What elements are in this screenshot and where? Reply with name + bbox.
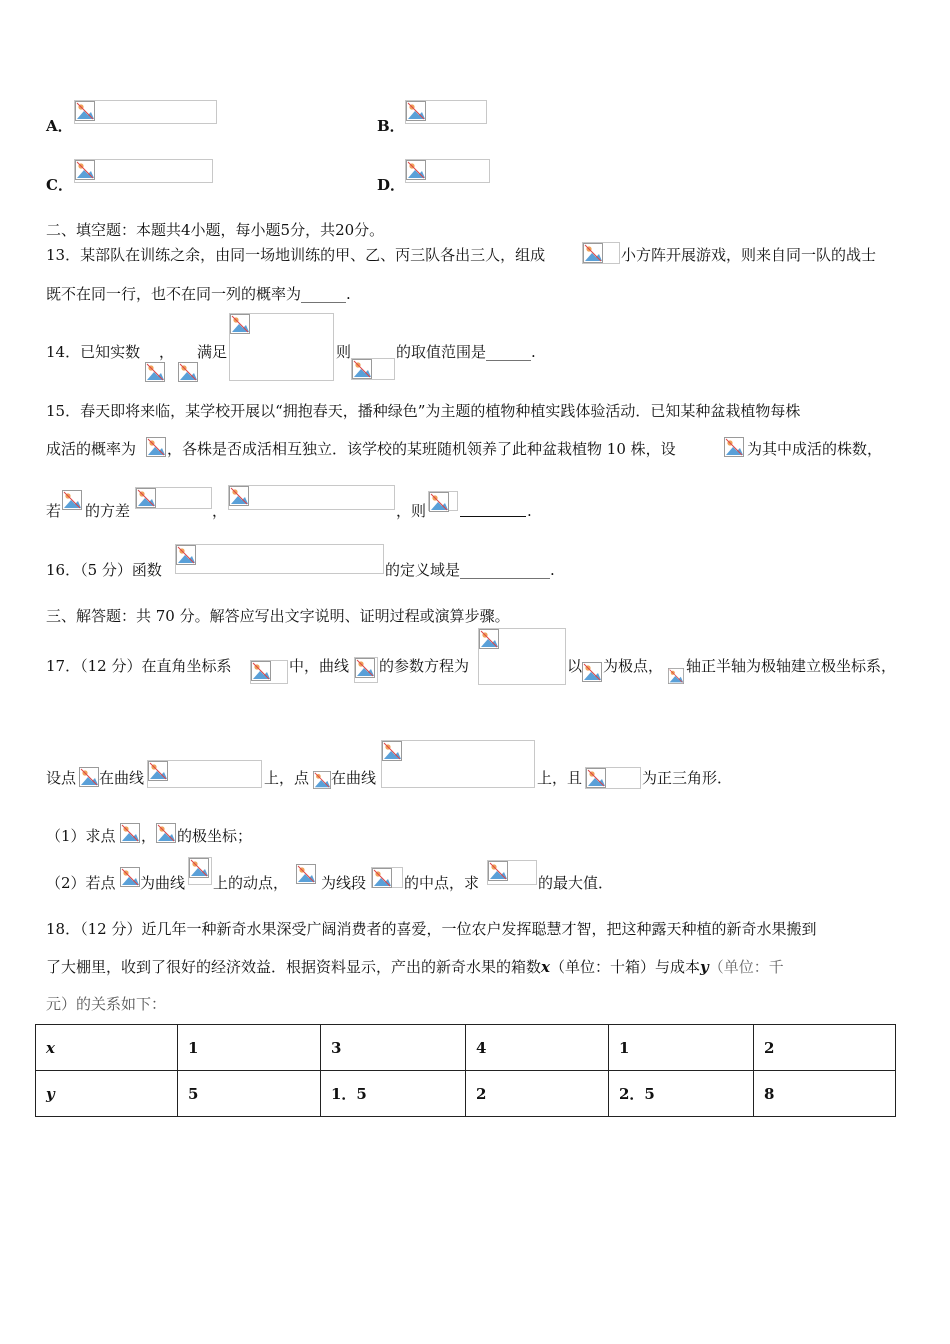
table-row bbox=[36, 1025, 896, 1071]
q15-text-4: 若 bbox=[46, 502, 62, 520]
q15-text-2: ，各株是否成活相互独立．该学校的某班随机领养了此种盆栽植物 10 株，设 bbox=[167, 440, 676, 458]
q13-text-1: 13．某部队在训练之余，由同一场地训练的甲、乙、丙三队各出三人，组成 bbox=[46, 246, 546, 264]
q17-line2-text-2: 在曲线 bbox=[99, 769, 145, 787]
q15-text-7: ，则 bbox=[396, 502, 427, 520]
table-cell: y bbox=[36, 1071, 178, 1117]
q17-sub1-point-b-image bbox=[156, 823, 176, 844]
table-cell: 4 bbox=[466, 1025, 609, 1071]
broken-image-icon bbox=[229, 486, 249, 506]
q15-text-3: 为其中成活的株数， bbox=[747, 440, 883, 458]
q17-sub1-text-2: ， bbox=[141, 827, 157, 845]
broken-image-icon bbox=[313, 771, 331, 789]
q16-text-1: 16．（5 分）函数 bbox=[46, 561, 162, 579]
q17-sub2-text-5: 的中点，求 bbox=[404, 874, 480, 892]
table-cell: 5 bbox=[178, 1071, 321, 1117]
q17-sub2-text-3: 上的动点， bbox=[213, 874, 289, 892]
q17-sub1-point-a-image bbox=[120, 823, 140, 844]
table-row bbox=[36, 1071, 896, 1117]
q17-sub2-text-6: 的最大值． bbox=[538, 874, 614, 892]
q14-condition-image bbox=[229, 313, 334, 381]
q17-curve-c1-eq-image bbox=[147, 760, 262, 788]
q15-answer-image bbox=[428, 491, 458, 511]
q17-text-6: 轴正半轴为极轴建立极坐标系， bbox=[686, 657, 897, 675]
q17-origin-image bbox=[582, 662, 602, 684]
q17-parametric-image bbox=[478, 628, 566, 685]
q17-sub2-midpoint-image bbox=[296, 864, 320, 886]
q14-text-2: ， bbox=[159, 343, 175, 361]
q17-line2-text-5: 上，且 bbox=[537, 769, 583, 787]
q18-line-2c: （单位：千 bbox=[708, 958, 784, 976]
q17-coord-system-image bbox=[250, 660, 288, 684]
q15-x-image bbox=[724, 437, 746, 457]
table-cell: 2 bbox=[466, 1071, 609, 1117]
q17-curve-c2-eq-image bbox=[381, 740, 535, 788]
broken-image-icon bbox=[156, 823, 176, 843]
broken-image-icon bbox=[230, 314, 250, 334]
q15-text-8: . bbox=[527, 502, 532, 520]
q17-sub2-distance-image bbox=[487, 860, 537, 885]
broken-image-icon bbox=[352, 359, 372, 379]
q17-x-axis-image bbox=[668, 668, 684, 686]
q17-sub1-text-3: 的极坐标； bbox=[177, 827, 253, 845]
broken-image-icon bbox=[148, 761, 168, 781]
broken-image-icon bbox=[406, 101, 426, 121]
q17-triangle-image bbox=[585, 767, 641, 789]
broken-image-icon bbox=[62, 490, 82, 510]
q13-text-3: 既不在同一行，也不在同一列的概率为______. bbox=[46, 285, 351, 303]
data-table bbox=[35, 1024, 896, 1117]
q18-line-2b: （单位：十箱）与成本 bbox=[549, 958, 700, 976]
table-cell: x bbox=[36, 1025, 178, 1071]
broken-image-icon bbox=[583, 243, 603, 263]
q15-text-1: 成活的概率为 bbox=[46, 440, 137, 458]
broken-image-icon bbox=[176, 545, 196, 565]
broken-image-icon bbox=[75, 101, 95, 121]
q18-line-1: 18．（12 分）近几年一种新奇水果深受广阔消费者的喜爱，一位农户发挥聪慧才智，把这种露天种植的新奇水果搬到 bbox=[46, 920, 817, 938]
q17-text-5: 为极点， bbox=[603, 657, 664, 675]
broken-image-icon bbox=[120, 867, 140, 887]
q14-expression-image bbox=[351, 358, 395, 380]
broken-image-icon bbox=[79, 767, 99, 787]
q17-line2-text-6: 为正三角形． bbox=[642, 769, 733, 787]
q14-text-4: 则 bbox=[336, 343, 352, 361]
q17-sub2-text-1: （2）若点 bbox=[46, 874, 116, 892]
broken-image-icon bbox=[479, 629, 499, 649]
broken-image-icon bbox=[586, 768, 606, 788]
q14-text-3: 满足 bbox=[197, 343, 228, 361]
broken-image-icon bbox=[136, 488, 156, 508]
broken-image-icon bbox=[724, 437, 744, 457]
q15-answer-blank bbox=[460, 516, 526, 517]
broken-image-icon bbox=[146, 437, 166, 457]
broken-image-icon bbox=[582, 662, 602, 682]
q15-text-5: 的方差 bbox=[85, 502, 131, 520]
option-c-formula-image bbox=[74, 159, 213, 183]
q15-line-1: 15．春天即将来临，某学校开展以“拥抱春天，播种绿色”为主题的植物种植实践体验活动．已知某种盆栽植物每株 bbox=[46, 402, 801, 420]
q17-sub2-curve-image bbox=[188, 857, 212, 885]
table-cell: 2 bbox=[754, 1025, 896, 1071]
table-cell: 3 bbox=[321, 1025, 466, 1071]
broken-image-icon bbox=[75, 160, 95, 180]
table-cell: 2．5 bbox=[609, 1071, 754, 1117]
q17-sub2-text-2: 为曲线 bbox=[140, 874, 186, 892]
option-d-formula-image bbox=[405, 159, 490, 183]
q17-line2-text-1: 设点 bbox=[46, 769, 77, 787]
q17-text-2: 中，曲线 bbox=[289, 657, 350, 675]
broken-image-icon bbox=[668, 668, 684, 684]
broken-image-icon bbox=[251, 661, 271, 681]
q17-text-4: 以 bbox=[567, 657, 583, 675]
q14-text-5: 的取值范围是______. bbox=[396, 343, 536, 361]
table-cell: 1．5 bbox=[321, 1071, 466, 1117]
option-a-formula-image bbox=[74, 100, 217, 124]
table-cell: 1 bbox=[609, 1025, 754, 1071]
q15-text-6: ， bbox=[212, 502, 228, 520]
broken-image-icon bbox=[429, 492, 449, 512]
q15-inequality-image bbox=[228, 485, 395, 510]
q17-sub2-text-4: 为线段 bbox=[321, 874, 367, 892]
broken-image-icon bbox=[355, 658, 375, 678]
q14-text-1: 14．已知实数 bbox=[46, 343, 141, 361]
broken-image-icon bbox=[178, 362, 198, 382]
q17-sub2-segment-image bbox=[371, 867, 403, 888]
q13-formula-image bbox=[582, 242, 620, 264]
q17-line2-text-4: 在曲线 bbox=[331, 769, 377, 787]
table-cell: 1 bbox=[178, 1025, 321, 1071]
broken-image-icon bbox=[145, 362, 165, 382]
q15-x2-image bbox=[62, 490, 84, 512]
q17-line2-text-3: 上，点 bbox=[264, 769, 310, 787]
q14-y-image bbox=[178, 362, 198, 381]
broken-image-icon bbox=[189, 858, 209, 878]
q15-prob-image bbox=[146, 437, 166, 457]
option-a-label: A． bbox=[46, 117, 73, 135]
broken-image-icon bbox=[372, 868, 392, 888]
broken-image-icon bbox=[382, 741, 402, 761]
q17-sub1-text-1: （1）求点 bbox=[46, 827, 116, 845]
q17-point-a-image bbox=[79, 767, 99, 788]
q17-sub2-point-image bbox=[120, 867, 140, 888]
table-cell: 8 bbox=[754, 1071, 896, 1117]
q15-variance-image bbox=[135, 487, 212, 509]
option-c-label: C． bbox=[46, 176, 73, 194]
q17-text-1: 17．（12 分）在直角坐标系 bbox=[46, 657, 232, 675]
q16-text-2: 的定义域是____________. bbox=[385, 561, 555, 579]
broken-image-icon bbox=[488, 861, 508, 881]
q13-text-2: 小方阵开展游戏，则来自同一队的战士 bbox=[621, 246, 877, 264]
q17-text-3: 的参数方程为 bbox=[379, 657, 470, 675]
broken-image-icon bbox=[120, 823, 140, 843]
broken-image-icon bbox=[296, 864, 316, 884]
q14-x-image bbox=[145, 362, 165, 381]
q18-line-2a: 了大棚里，收到了很好的经济效益．根据资料显示，产出的新奇水果的箱数 bbox=[46, 958, 542, 976]
q18-line-3: 元）的关系如下： bbox=[46, 995, 167, 1013]
option-b-formula-image bbox=[405, 100, 487, 124]
q17-curve-c1-image bbox=[354, 657, 378, 683]
section-3-heading: 三、解答题：共 70 分。解答应写出文字说明、证明过程或演算步骤。 bbox=[46, 607, 510, 625]
q18-var-y: y bbox=[699, 958, 709, 976]
q18-var-x: x bbox=[541, 958, 550, 976]
q17-point-b-image bbox=[313, 771, 331, 790]
section-2-heading: 二、填空题：本题共4小题，每小题5分，共20分。 bbox=[46, 221, 385, 239]
option-b-label: B． bbox=[377, 117, 405, 135]
option-d-label: D． bbox=[377, 176, 406, 194]
q18-line-2 bbox=[46, 958, 784, 976]
q16-function-image bbox=[175, 544, 384, 574]
broken-image-icon bbox=[406, 160, 426, 180]
